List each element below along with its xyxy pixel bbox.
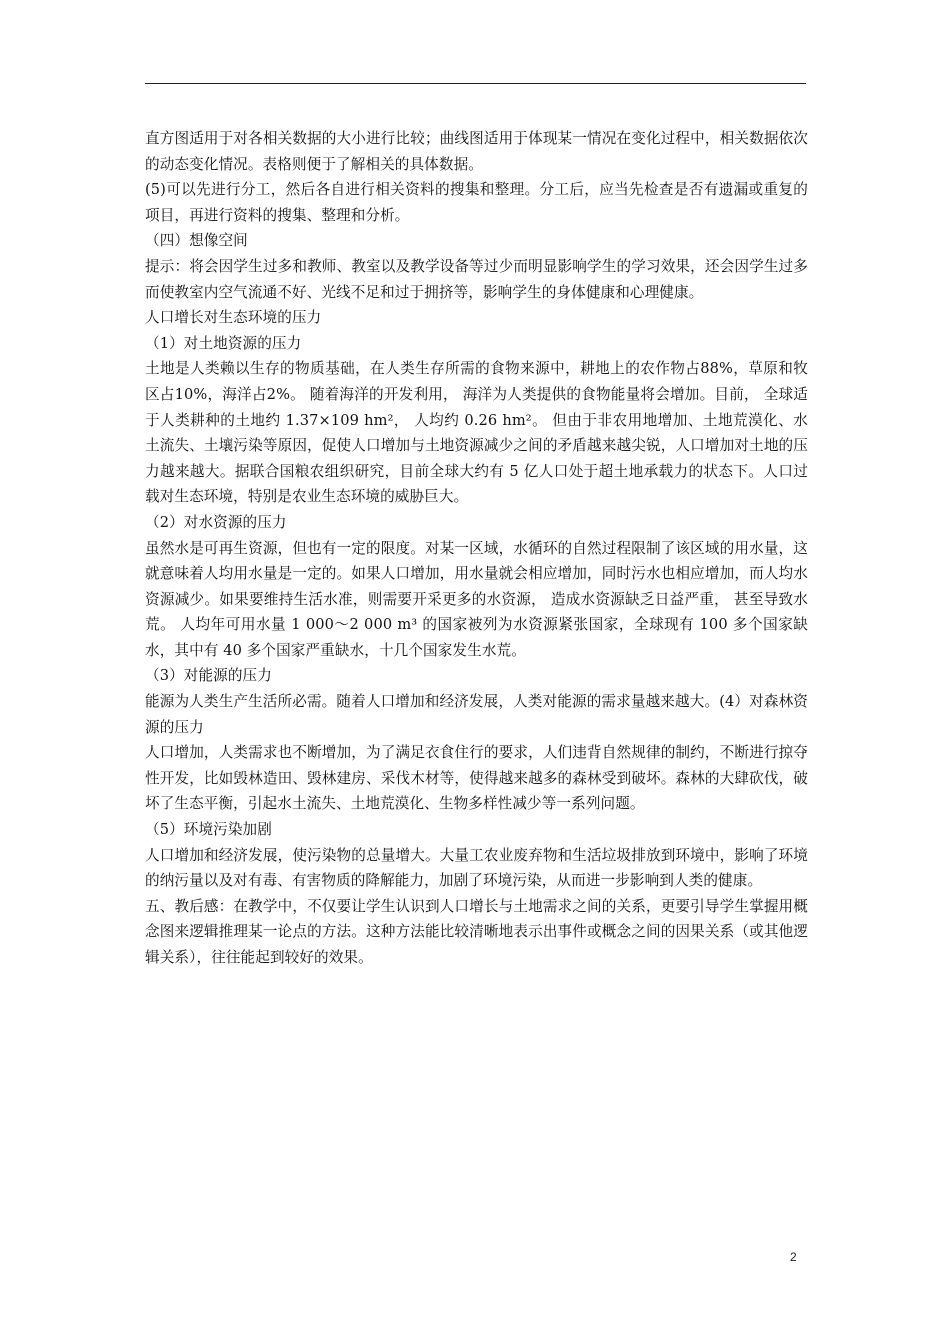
document-body [145,126,808,971]
paragraph-pollution: 人口增加和经济发展，使污染物的总量增大。大量工农业废弃物和生活垃圾排放到环境中，影响了环境的纳污量以及对有毒、有害物质的降解能力，加剧了环境污染，从而进一步影响到人类的健康。 [145,846,808,890]
paragraph-energy: 能源为人类生产生活所必需。随着人口增加和经济发展，人类对能源的需求量越来越大。(4）对森林资源的压力 [145,693,808,736]
heading-pollution: （5）环境污染加剧 [145,821,272,839]
paragraph-division-of-work: (5)可以先进行分工，然后各自进行相关资料的搜集和整理。分工后，应当先检查是否有遗漏或重复的项目，再进行资料的搜集、整理和分析。 [145,181,808,224]
page-number: 2 [790,1250,797,1264]
paragraph-forest-resources: 人口增加，人类需求也不断增加，为了满足衣食住行的要求，人们违背自然规律的制约，不断进行掠夺性开发，比如毁林造田、毁林建房、采伐木材等，使得越来越多的森林受到破坏。森林的大肆砍伐，破坏了生态平衡，引起水土流失、土地荒漠化、生物多样性减少等一系列问题。 [145,744,808,813]
paragraph-hint: 提示：将会因学生过多和教师、教室以及教学设备等过少而明显影响学生的学习效果，还会因学生过多而使教室内空气流通不好、光线不足和过于拥挤等，影响学生的身体健康和心理健康。 [145,257,808,301]
paragraph-chart-types: 直方图适用于对各相关数据的大小进行比较；曲线图适用于体现某一情况在变化过程中，相关数据依次的动态变化情况。表格则便于了解相关的具体数据。 [145,130,808,173]
paragraph-reflection: 五、教后感：在教学中，不仅要让学生认识到人口增长与土地需求之间的关系，更要引导学生掌握用概念图来逻辑推理某一论点的方法。这种方法能比较清晰地表示出事件或概念之间的因果关系（或其他逻辑关系），往往能起到较好的效果。 [145,897,808,966]
paragraph-water-resources: 虽然水是可再生资源，但也有一定的限度。对某一区域，水循环的自然过程限制了该区域的用水量，这就意味着人均用水量是一定的。如果人口增加，用水量就会相应增加，同时污水也相应增加，而人均水资源减少。如果要维持生活水准，则需要开采更多的水资源， 造成水资源缺乏日益严重， 甚至导致水荒。 人均年可用水量 1 000～2 000 m³ 的国家被列为水资源紧张国家，全球现有 100 多个国家缺水，其中有 40 多个国家严重缺水，十几个国家发生水荒。 [145,539,808,659]
heading-energy: （3）对能源的压力 [145,667,272,685]
heading-imagination-space: （四）想像空间 [145,232,248,250]
paragraph-land-resources: 土地是人类赖以生存的物质基础，在人类生存所需的食物来源中，耕地上的农作物占88%，草原和牧区占10%，海洋占2%。 随着海洋的开发利用， 海洋为人类提供的食物能量将会增加。目前， 全球适于人类耕种的土地约 1.37×109 hm²， 人均约 0.26 hm²。 但由于非农用地增加、土地荒漠化、水土流失、土壤污染等原因，促使人口增加与土地资源减少之间的矛盾越来越尖锐，人口增加对土地的压力越来越大。据联合国粮农组织研究，目前全球大约有 5 亿人口处于超土地承载力的状态下。人口过载对生态环境，特别是农业生态环境的威胁巨大。 [145,360,808,506]
heading-land-resources: （1）对土地资源的压力 [145,334,302,352]
header-rule [145,83,806,84]
heading-water-resources: （2）对水资源的压力 [145,513,287,531]
heading-population-pressure: 人口增长对生态环境的压力 [145,309,322,327]
